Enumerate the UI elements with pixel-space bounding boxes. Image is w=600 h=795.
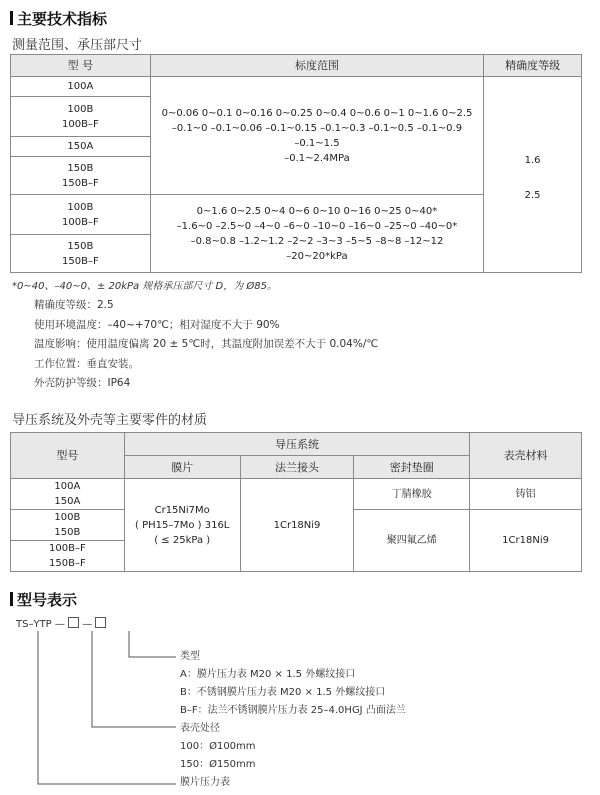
dash: — [82,619,93,630]
section-subtitle: 测量范围、承压部尺寸 [12,38,143,53]
header-range: 标度范围 [150,55,483,77]
accuracy-value: 2.5 [524,189,541,201]
model-line: 100B–F [62,118,99,130]
model-line: 100A [54,481,81,492]
branch-line-product [38,631,176,784]
header-accuracy: 精确度等级 [484,55,582,77]
model-line: 150B [67,240,94,252]
header-seal: 密封垫圈 [354,456,470,479]
type-title: 类型 [180,651,200,662]
branch-line-diameter [92,631,176,727]
model-line: 150B [67,162,94,174]
diaphragm-line: ( PH15–7Mo ) 316L [135,519,230,531]
range-line: –1.6~0 –2.5~0 –4~0 –6~0 –10~0 –16~0 –25~0 –40~0* [176,220,458,232]
accuracy-value: 1.6 [524,154,541,166]
spec-item: 使用环境温度：–40~+70℃；相对湿度不大于 90% [34,318,280,331]
section-title-text: 主要技术指标 [17,10,108,28]
range-line: –0.1~0 –0.1~0.06 –0.1~0.15 –0.1~0.3 –0.1~0.5 –0.1~0.9 [171,122,463,134]
spec-item: 工作位置：垂直安装。 [34,357,139,370]
case-cell: 1Cr18Ni9 [470,510,582,572]
header-model: 型 号 [11,55,151,77]
diameter-150: 150：Ø150mm [180,759,256,770]
range-line: 0~1.6 0~2.5 0~4 0~6 0~10 0~16 0~25 0~40* [196,205,438,217]
range-line: 0~0.06 0~0.1 0~0.16 0~0.25 0~0.4 0~0.6 0~1 0~1.6 0~2.5 [161,107,473,119]
seal-cell: 聚四氟乙烯 [354,510,470,572]
model-line: 100B [67,201,94,213]
header-case: 表壳材料 [470,433,582,479]
range-line: –0.1~1.5 [294,137,340,149]
model-line: 100B [67,103,94,115]
model-line: 100B–F [49,543,86,554]
model-line: 150B [54,527,81,538]
dash: — [54,619,65,630]
header-system: 导压系统 [124,433,469,456]
model-line: 150B–F [62,255,99,267]
materials-title: 导压系统及外壳等主要零件的材质 [12,413,208,428]
spec-item: 温度影响：使用温度偏离 20 ± 5℃时，其温度附加误差不大于 0.04%/℃ [34,338,379,350]
header-model: 型号 [11,433,125,479]
header-flange: 法兰接头 [240,456,354,479]
model-line: 150A [54,496,81,507]
header-diaphragm: 膜片 [124,456,240,479]
range-line: –0.1~2.4MPa [284,152,350,164]
type-a: A：膜片压力表 M20 × 1.5 外螺纹接口 [180,669,356,680]
range-line: –20~20*kPa [286,250,348,262]
model-code-prefix: TS–YTP [16,619,52,630]
model-cell: 100A [11,77,151,97]
model-line: 150B–F [49,558,86,569]
spec-item: 外壳防护等级：IP64 [34,377,131,389]
model-line: 100B [54,512,81,523]
diameter-title: 表壳处径 [180,723,220,734]
footnote: *0~40、–40~0、± 20kPa 规格承压部尺寸 D，为 Ø85。 [12,281,277,292]
model-line: 150B–F [62,177,99,189]
diaphragm-line: Cr15Ni7Mo [154,504,210,516]
diameter-100: 100：Ø100mm [180,741,256,752]
type-bf: B–F：法兰不锈钢膜片压力表 25–4.0HGJ 凸面法兰 [180,705,406,716]
section-title-text: 型号表示 [17,591,78,609]
product-name: 膜片压力表 [180,777,230,788]
model-line: 100B–F [62,216,99,228]
diaphragm-line: ( ≤ 25kPa ) [154,534,211,546]
flange-cell: 1Cr18Ni9 [240,479,354,572]
seal-cell: 丁腈橡胶 [354,479,470,510]
model-cell: 150A [11,137,151,157]
branch-line-type [129,631,176,657]
model-code-legend [180,648,406,792]
spec-item: 精确度等级：2.5 [34,299,114,311]
range-line: –0.8~0.8 –1.2~1.2 –2~2 –3~3 –5~5 –8~8 –12~12 [190,235,444,247]
type-b: B：不锈钢膜片压力表 M20 × 1.5 外螺纹接口 [180,687,386,698]
case-cell: 铸铝 [470,479,582,510]
